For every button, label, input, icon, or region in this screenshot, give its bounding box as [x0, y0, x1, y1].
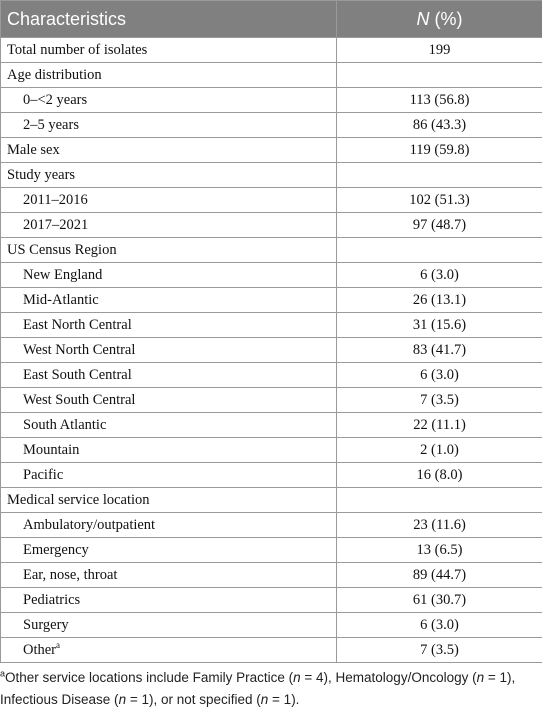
- row-value: 26 (13.1): [337, 288, 542, 313]
- row-label: [1, 488, 337, 513]
- row-label: [1, 138, 337, 163]
- row-label: [1, 438, 337, 463]
- row-value: [337, 63, 542, 88]
- footnote-text: Other service locations include Family Practice (: [5, 670, 293, 685]
- row-label: [1, 263, 337, 288]
- row-value: 113 (56.8): [337, 88, 542, 113]
- row-label: [1, 463, 337, 488]
- row-label: [1, 538, 337, 563]
- table-row: [1, 588, 542, 613]
- row-label: [1, 163, 337, 188]
- row-label-text: Pacific: [23, 467, 63, 483]
- header-characteristics: Characteristics: [1, 1, 337, 38]
- row-label-text: 2017–2021: [23, 217, 88, 233]
- row-label: [1, 313, 337, 338]
- footnote-text: n: [477, 670, 485, 685]
- row-value: 7 (3.5): [337, 388, 542, 413]
- row-label: [1, 363, 337, 388]
- table-row: [1, 488, 542, 513]
- row-value: 97 (48.7): [337, 213, 542, 238]
- table-row: [1, 213, 542, 238]
- footnote-text: n: [119, 692, 127, 707]
- row-value: 6 (3.0): [337, 363, 542, 388]
- row-value: 23 (11.6): [337, 513, 542, 538]
- row-value: 2 (1.0): [337, 438, 542, 463]
- table-body: [1, 38, 542, 663]
- row-value: [337, 163, 542, 188]
- row-label: [1, 63, 337, 88]
- table-row: [1, 413, 542, 438]
- table-row: [1, 388, 542, 413]
- row-label-text: Other: [23, 642, 56, 658]
- row-value: 6 (3.0): [337, 263, 542, 288]
- row-label: [1, 88, 337, 113]
- row-value: [337, 238, 542, 263]
- row-label-text: Medical service location: [7, 492, 150, 508]
- row-label: [1, 38, 337, 63]
- row-label-text: Surgery: [23, 617, 69, 633]
- table-row: [1, 538, 542, 563]
- row-label: [1, 388, 337, 413]
- table-row: [1, 288, 542, 313]
- row-label-text: 2011–2016: [23, 192, 88, 208]
- row-label: [1, 288, 337, 313]
- table-row: [1, 163, 542, 188]
- row-label: [1, 238, 337, 263]
- row-label-text: Ambulatory/outpatient: [23, 517, 155, 533]
- table-row: [1, 138, 542, 163]
- row-label: [1, 338, 337, 363]
- table-row: [1, 238, 542, 263]
- row-value: 7 (3.5): [337, 638, 542, 663]
- row-value: 22 (11.1): [337, 413, 542, 438]
- row-value: 13 (6.5): [337, 538, 542, 563]
- row-label-text: West North Central: [23, 342, 135, 358]
- footnote-marker: a: [56, 640, 60, 650]
- table-row: [1, 463, 542, 488]
- row-label-text: South Atlantic: [23, 417, 106, 433]
- row-label-text: East North Central: [23, 317, 132, 333]
- row-label-text: Total number of isolates: [7, 42, 147, 58]
- row-label-text: 0–<2 years: [23, 92, 87, 108]
- row-label: [1, 413, 337, 438]
- row-label-text: East South Central: [23, 367, 132, 383]
- header-n-percent: [337, 1, 542, 38]
- row-label-text: Age distribution: [7, 67, 102, 83]
- table-header-row: [1, 1, 542, 38]
- header-percent: (%): [430, 9, 463, 29]
- row-value: 83 (41.7): [337, 338, 542, 363]
- row-label-text: US Census Region: [7, 242, 117, 258]
- row-label: [1, 513, 337, 538]
- table-row: [1, 438, 542, 463]
- table-row: [1, 638, 542, 663]
- row-value: 6 (3.0): [337, 613, 542, 638]
- row-label: [1, 113, 337, 138]
- row-label-text: Pediatrics: [23, 592, 80, 608]
- row-value: 61 (30.7): [337, 588, 542, 613]
- row-label: [1, 613, 337, 638]
- row-value: [337, 488, 542, 513]
- footnote-marker: a: [0, 669, 5, 679]
- row-label: [1, 213, 337, 238]
- row-value: 89 (44.7): [337, 563, 542, 588]
- row-value: 102 (51.3): [337, 188, 542, 213]
- table-footnote: [0, 663, 542, 711]
- row-label-text: Male sex: [7, 142, 60, 158]
- row-value: 31 (15.6): [337, 313, 542, 338]
- row-label-text: Mountain: [23, 442, 79, 458]
- row-value: 119 (59.8): [337, 138, 542, 163]
- table-row: [1, 188, 542, 213]
- table-row: [1, 63, 542, 88]
- row-label: [1, 638, 337, 663]
- row-label-text: Study years: [7, 167, 75, 183]
- header-n-italic: N: [417, 9, 430, 29]
- table-row: [1, 338, 542, 363]
- table-row: [1, 38, 542, 63]
- table-row: [1, 563, 542, 588]
- row-value: 16 (8.0): [337, 463, 542, 488]
- row-value: 199: [337, 38, 542, 63]
- table-row: [1, 313, 542, 338]
- footnote-text: = 1), or not specified (: [126, 692, 261, 707]
- row-value: 86 (43.3): [337, 113, 542, 138]
- footnote-text: = 4), Hematology/Oncology (: [301, 670, 477, 685]
- row-label: [1, 588, 337, 613]
- footnote-text: n: [293, 670, 301, 685]
- footnote-text: = 1).: [268, 692, 299, 707]
- row-label-text: 2–5 years: [23, 117, 79, 133]
- footnote-text: n: [261, 692, 269, 707]
- table-row: [1, 613, 542, 638]
- table-row: [1, 513, 542, 538]
- table-row: [1, 363, 542, 388]
- row-label: [1, 188, 337, 213]
- row-label-text: Mid-Atlantic: [23, 292, 99, 308]
- table-row: [1, 88, 542, 113]
- row-label-text: New England: [23, 267, 102, 283]
- footnote-text: = 1), Infectious Disease (: [0, 670, 515, 707]
- row-label-text: Ear, nose, throat: [23, 567, 117, 583]
- row-label-text: Emergency: [23, 542, 89, 558]
- table-row: [1, 113, 542, 138]
- row-label-text: West South Central: [23, 392, 135, 408]
- table-row: [1, 263, 542, 288]
- row-label: [1, 563, 337, 588]
